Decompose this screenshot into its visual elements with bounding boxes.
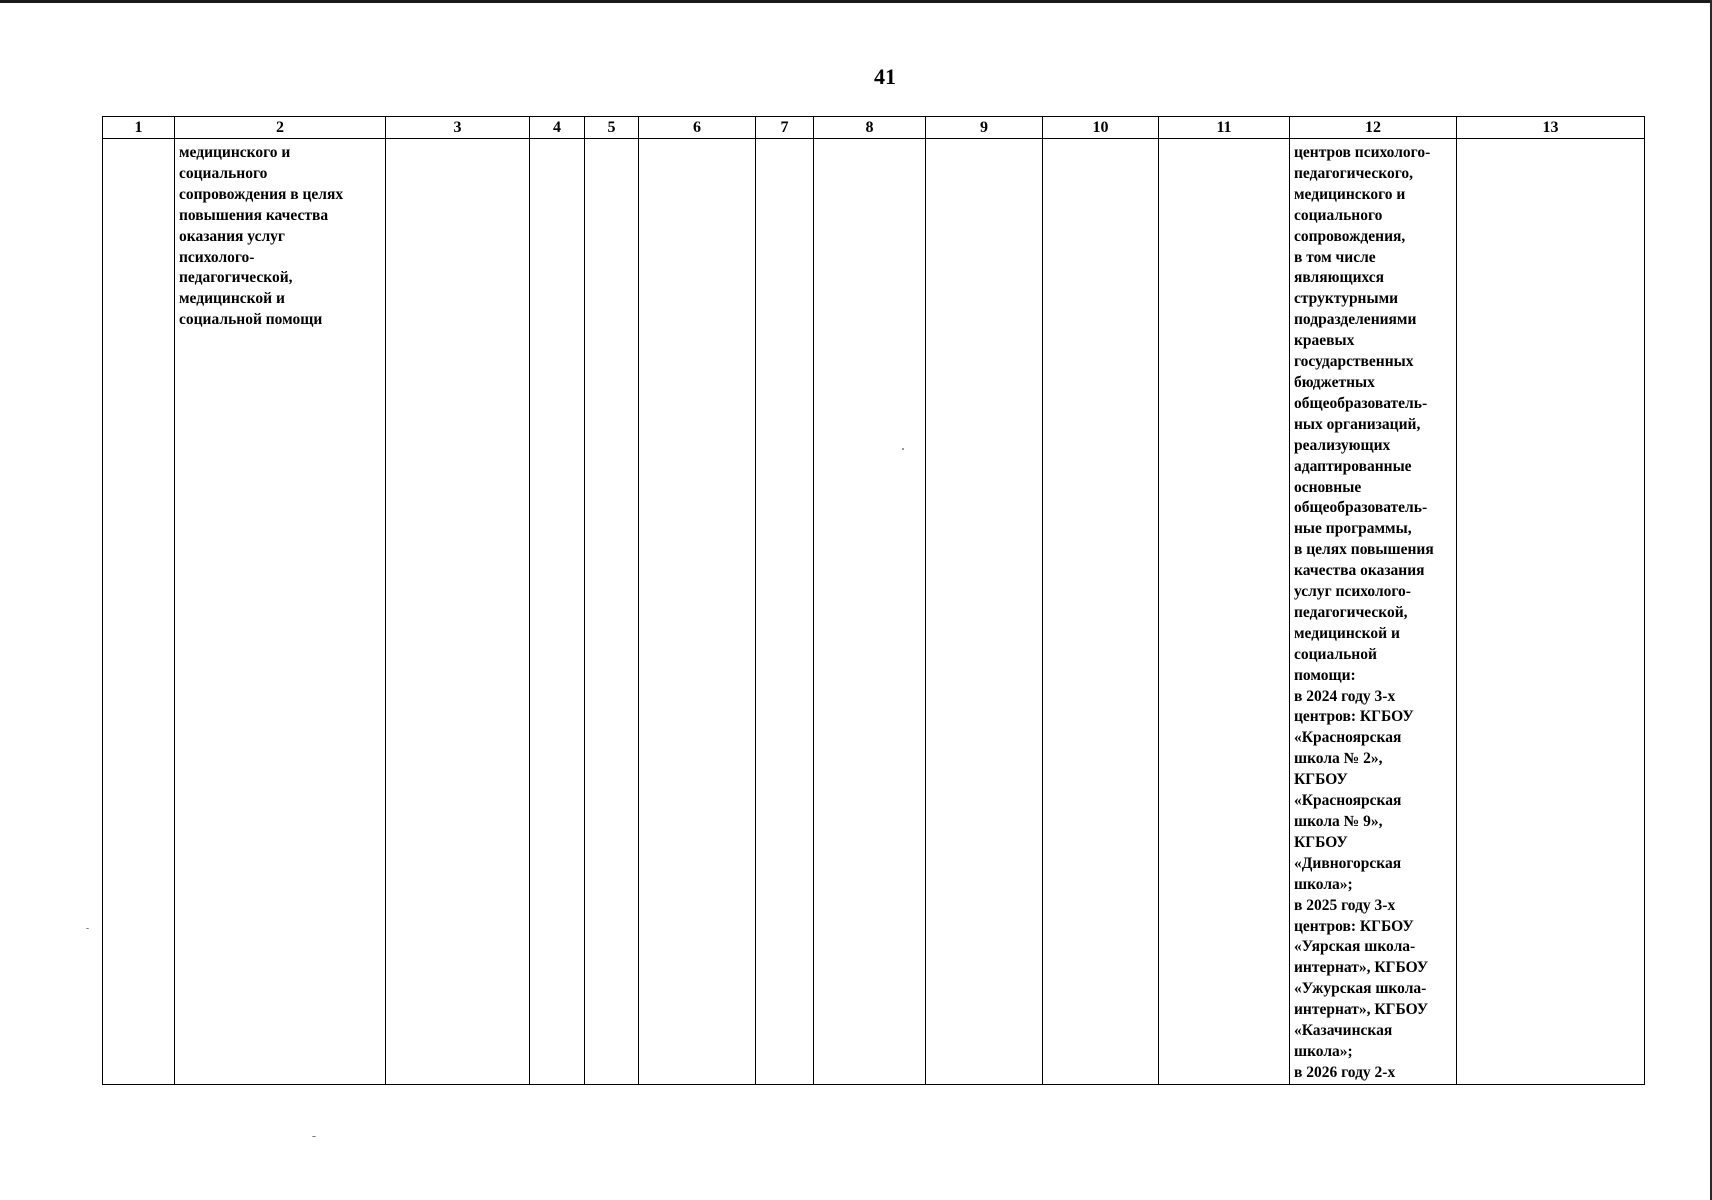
column-header-3: 3 (386, 117, 530, 139)
column-header-2: 2 (175, 117, 386, 139)
cell-col13 (1457, 139, 1645, 1085)
cell-col6-text (639, 139, 755, 143)
column-header-5: 5 (585, 117, 639, 139)
plan-table (102, 116, 1645, 1085)
header-row (103, 117, 1645, 139)
column-header-11: 11 (1159, 117, 1290, 139)
cell-col5 (585, 139, 639, 1085)
cell-col6 (639, 139, 756, 1085)
cell-col10-text (1043, 139, 1158, 143)
column-header-1: 1 (103, 117, 175, 139)
cell-col5-text (585, 139, 638, 143)
column-header-7: 7 (756, 117, 814, 139)
column-header-4: 4 (530, 117, 585, 139)
table-body (103, 139, 1645, 1085)
cell-col9-text (926, 139, 1042, 143)
cell-col3 (386, 139, 530, 1085)
scan-top-edge (0, 0, 1712, 3)
cell-col1-text (103, 139, 174, 143)
column-header-6: 6 (639, 117, 756, 139)
cell-col9 (926, 139, 1043, 1085)
cell-col8-text (814, 139, 925, 143)
page-number: 41 (874, 64, 896, 89)
table-header (103, 117, 1645, 139)
cell-col13-text (1457, 139, 1644, 143)
column-header-12: 12 (1290, 117, 1457, 139)
scan-speck (902, 448, 904, 450)
cell-col8 (814, 139, 926, 1085)
cell-col2-text: медицинского и социального сопровождения в целях повышения качества оказания услуг психолого- педагогической, медицинской и социальной помощи (179, 144, 344, 329)
column-header-8: 8 (814, 117, 926, 139)
cell-col2 (175, 139, 386, 1085)
cell-col12 (1290, 139, 1457, 1085)
cell-col12-text: центров психолого- педагогического, медицинского и социального сопровождения, в том числе являющихся структурными подразделениями краевых государственных бюджетных общеобразователь- ных организаций, реализующих адаптированные основные общеобразователь- ные программы, в целях повышения качества оказания услуг психолого- педагогической, медицинской и социальной помощи: в 2024 году 3-х центров: КГБОУ «Красноярская школа № 2», КГБОУ «Красноярская школа № 9», КГБОУ «Дивногорская школа»; в 2025 году 3-х центров: КГБОУ «Уярская школа- интернат», КГБОУ «Ужурская школа- интернат», КГБОУ «Казачинская школа»; в 2026 году 2-х (1294, 144, 1434, 1081)
cell-col1 (103, 139, 175, 1085)
cell-col3-text (386, 139, 529, 143)
cell-col11 (1159, 139, 1290, 1085)
column-header-10: 10 (1043, 117, 1159, 139)
cell-col4-text (530, 139, 584, 143)
cell-col11-text (1159, 139, 1289, 143)
scan-speck (86, 928, 89, 929)
column-header-9: 9 (926, 117, 1043, 139)
cell-col7 (756, 139, 814, 1085)
table-row (103, 139, 1645, 1085)
scan-speck (312, 1136, 316, 1137)
cell-col7-text (756, 139, 813, 143)
cell-col4 (530, 139, 585, 1085)
cell-col10 (1043, 139, 1159, 1085)
column-header-13: 13 (1457, 117, 1645, 139)
